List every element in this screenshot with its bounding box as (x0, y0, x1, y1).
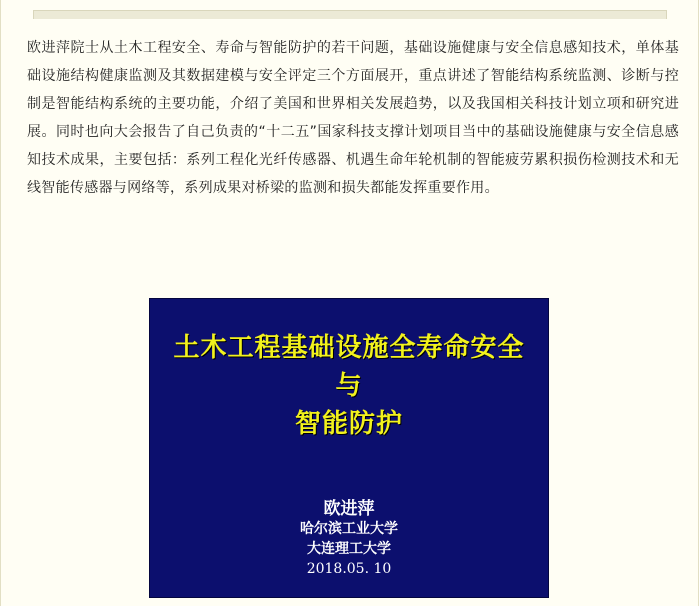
top-decorative-bar (33, 10, 667, 19)
slide-title-line-3: 智能防护 (294, 409, 403, 439)
slide-title-line-2: 与 (335, 371, 363, 401)
article-content (27, 34, 679, 202)
slide-author: 欧进萍 (323, 499, 375, 519)
slide-affiliation-2: 大连理工大学 (307, 541, 391, 557)
slide-title-line-1: 土木工程基础设施全寿命安全 (173, 333, 525, 363)
slide-date: 2018.05. 10 (306, 561, 392, 577)
slide-affiliation-1: 哈尔滨工业大学 (300, 521, 398, 537)
presentation-slide-image (149, 298, 549, 598)
article-paragraph: 欧进萍院士从土木工程安全、寿命与智能防护的若干问题，基础设施健康与安全信息感知技术，单体基础设施结构健康监测及其数据建模与安全评定三个方面展开，重点讲述了智能结构系统监测、诊断与控制是智能结构系统的主要功能，介绍了美国和世界相关发展趋势，以及我国相关科技计划立项和研究进展。同时也向大会报告了自己负责的“十二五”国家科技支撑计划项目当中的基础设施健康与安全信息感知技术成果，主要包括：系列工程化光纤传感器、机遇生命年轮机制的智能疲劳累积损伤检测技术和无线智能传感器与网络等，系列成果对桥梁的监测和损失都能发挥重要作用。 (27, 40, 679, 196)
